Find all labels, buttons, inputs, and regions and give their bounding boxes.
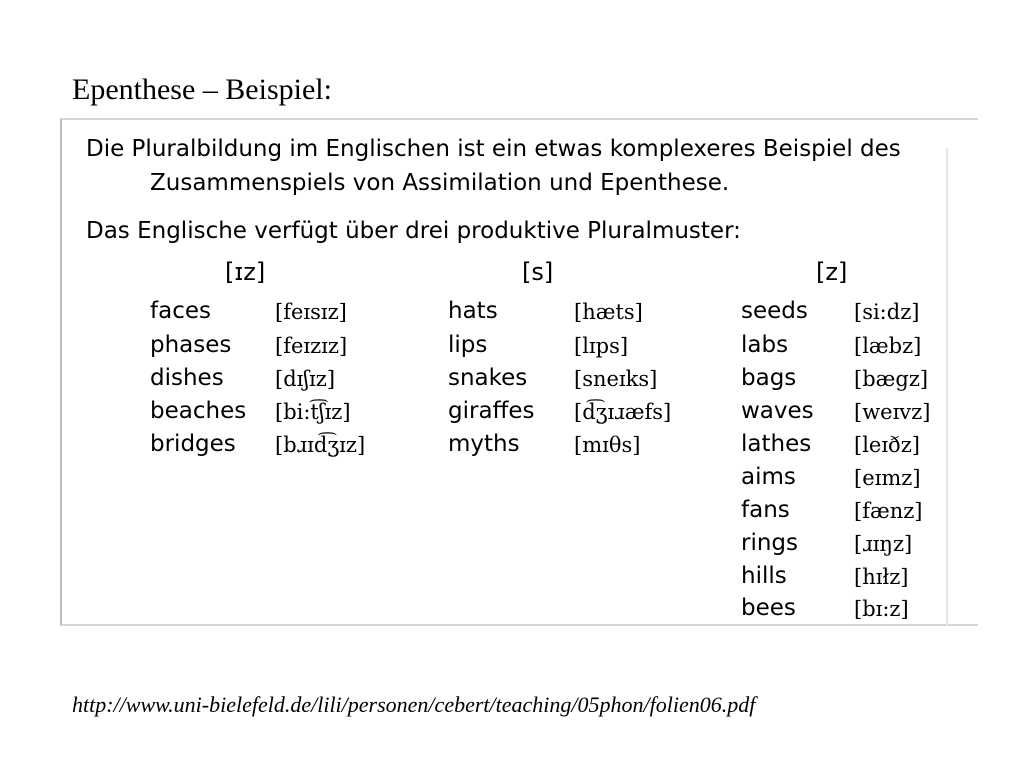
column-word: bridges xyxy=(150,431,236,457)
column-word: hills xyxy=(741,563,787,589)
column-word: lips xyxy=(448,332,488,358)
source-url: http://www.uni-bielefeld.de/lili/personen/cebert/teaching/05phon/folien06.pdf xyxy=(72,692,756,717)
column-word: faces xyxy=(150,298,211,324)
column-ipa: [bægz] xyxy=(854,367,929,391)
column-word: bags xyxy=(741,365,797,391)
column-header-iz: [ɪz] xyxy=(225,258,266,286)
column-ipa: [dɪʃɪz] xyxy=(275,367,336,391)
column-word: aims xyxy=(741,464,796,490)
column-header-z: [z] xyxy=(816,258,848,286)
plural-pattern-paragraph: Das Englische verfügt über drei produktive Pluralmuster: xyxy=(86,218,741,244)
column-ipa: [bɪ:z] xyxy=(854,597,909,621)
column-ipa: [d͡ʒɪɹæfs] xyxy=(574,400,672,424)
intro-line-1: Die Pluralbildung im Englischen ist ein etwas komplexeres Beispiel des xyxy=(86,136,901,162)
column-word: giraffes xyxy=(448,398,535,424)
column-word: bees xyxy=(741,595,796,621)
column-word: labs xyxy=(741,332,789,358)
column-ipa: [eɪmz] xyxy=(854,466,921,490)
column-ipa: [fænz] xyxy=(854,499,923,523)
column-word: beaches xyxy=(150,398,247,424)
intro-paragraph xyxy=(86,132,966,200)
column-word: seeds xyxy=(741,298,808,324)
column-word: snakes xyxy=(448,365,528,391)
column-word: rings xyxy=(741,530,799,556)
column-ipa: [feɪzɪz] xyxy=(275,334,348,358)
column-word: lathes xyxy=(741,431,812,457)
column-word: hats xyxy=(448,298,498,324)
column-ipa: [ɹɪŋz] xyxy=(854,532,913,556)
column-header-s: [s] xyxy=(522,258,554,286)
column-ipa: [hɪłz] xyxy=(854,565,909,589)
column-word: dishes xyxy=(150,365,224,391)
column-ipa: [hæts] xyxy=(574,300,643,324)
intro-line-2: Zusammenspiels von Assimilation und Epenthese. xyxy=(150,170,730,196)
column-ipa: [mɪθs] xyxy=(574,433,641,457)
column-ipa: [læbz] xyxy=(854,334,922,358)
column-ipa: [bi:t͡ʃɪz] xyxy=(275,400,351,424)
column-word: phases xyxy=(150,332,232,358)
column-ipa: [si:dz] xyxy=(854,300,920,324)
column-word: fans xyxy=(741,497,790,523)
column-ipa: [lɪps] xyxy=(574,334,629,358)
column-ipa: [bɹɪd͡ʒɪz] xyxy=(275,433,366,457)
column-word: myths xyxy=(448,431,520,457)
column-ipa: [feɪsɪz] xyxy=(275,300,347,324)
column-word: waves xyxy=(741,398,814,424)
slide-title: Epenthese – Beispiel: xyxy=(72,73,332,106)
column-ipa: [leɪðz] xyxy=(854,433,920,457)
column-ipa: [sneɪks] xyxy=(574,367,658,391)
column-ipa: [weɪvz] xyxy=(854,400,931,424)
